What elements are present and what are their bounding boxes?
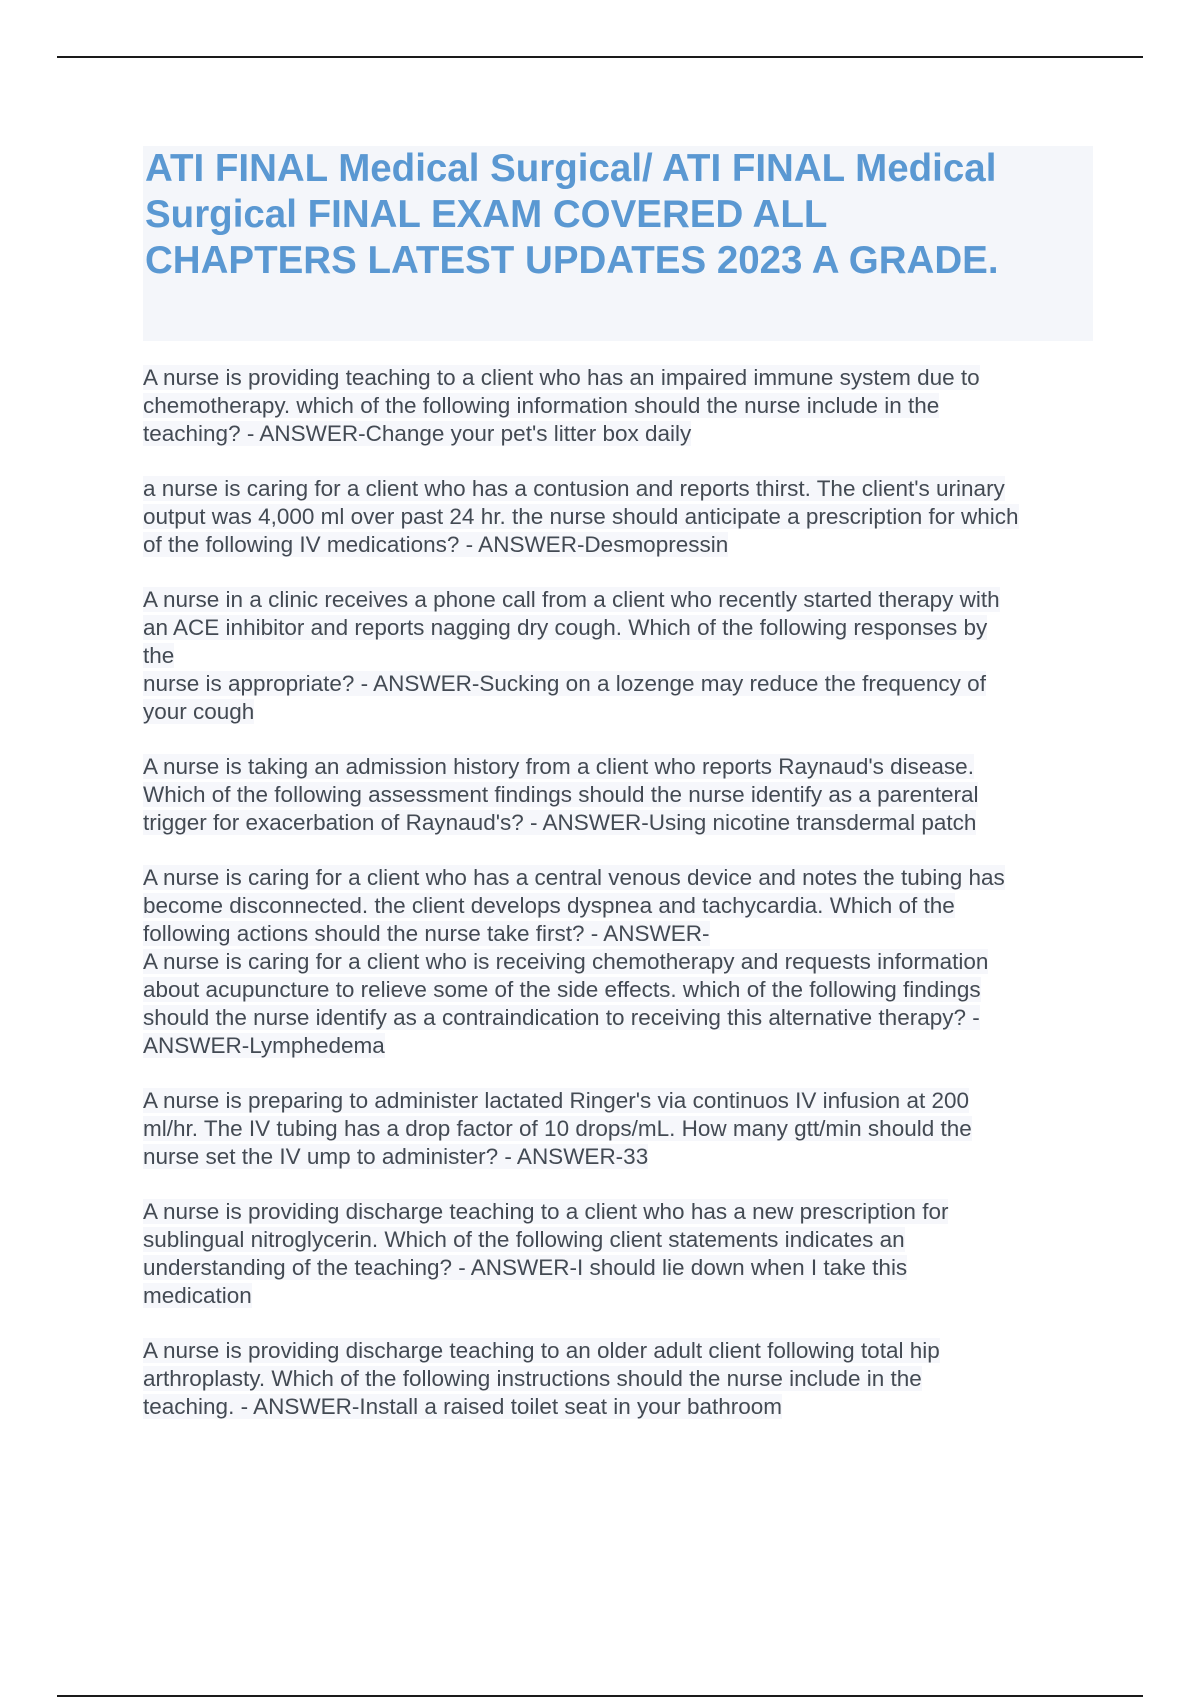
qa-item [143,753,1093,837]
title-block [143,146,1093,341]
qa-line: trigger for exacerbation of Raynaud's? - ANSWER-Using nicotine transdermal patch [143,810,977,835]
title-line: CHAPTERS LATEST UPDATES 2023 A GRADE. [145,239,999,282]
qa-line: A nurse is providing discharge teaching to an older adult client following total hip [143,1338,940,1363]
title-line: Surgical FINAL EXAM COVERED ALL [145,193,828,236]
qa-line: A nurse is caring for a client who has a central venous device and notes the tubing has [143,865,1005,890]
qa-line: Which of the following assessment findings should the nurse identify as a parenteral [143,782,979,807]
qa-line: become disconnected. the client develops dyspnea and tachycardia. Which of the [143,893,955,918]
qa-line: nurse is appropriate? - ANSWER-Sucking on a lozenge may reduce the frequency of [143,671,986,696]
qa-line: A nurse is providing discharge teaching to a client who has a new prescription for [143,1199,949,1224]
qa-line: A nurse in a clinic receives a phone call from a client who recently started therapy with [143,587,1000,612]
qa-line: A nurse is caring for a client who is receiving chemotherapy and requests information [143,949,989,974]
qa-line: output was 4,000 ml over past 24 hr. the nurse should anticipate a prescription for which [143,504,1019,529]
qa-line: teaching. - ANSWER-Install a raised toilet seat in your bathroom [143,1394,783,1419]
qa-list [143,364,1093,1421]
qa-line: chemotherapy. which of the following information should the nurse include in the [143,393,940,418]
document-body [143,146,1093,1421]
qa-line: about acupuncture to relieve some of the side effects. which of the following findings [143,977,981,1002]
qa-line: the [143,643,175,668]
qa-line: a nurse is caring for a client who has a contusion and reports thirst. The client's urinary [143,476,1005,501]
qa-line: arthroplasty. Which of the following instructions should the nurse include in the [143,1366,922,1391]
title-line: ATI FINAL Medical Surgical/ ATI FINAL Medical [145,147,997,190]
top-rule [57,56,1143,58]
qa-line: medication [143,1283,252,1308]
qa-item [143,475,1093,559]
qa-line: A nurse is preparing to administer lactated Ringer's via continuos IV infusion at 200 [143,1088,970,1113]
qa-line: of the following IV medications? - ANSWER-Desmopressin [143,532,729,557]
qa-line: A nurse is taking an admission history from a client who reports Raynaud's disease. [143,754,974,779]
qa-item [143,1087,1093,1171]
qa-line: should the nurse identify as a contraindication to receiving this alternative therapy? - [143,1005,980,1030]
qa-item [143,1337,1093,1421]
document-title [145,146,1085,284]
bottom-rule [57,1695,1143,1697]
qa-line: A nurse is providing teaching to a client who has an impaired immune system due to [143,365,980,390]
qa-line: your cough [143,699,255,724]
qa-item [143,864,1093,1060]
qa-line: following actions should the nurse take first? - ANSWER- [143,921,710,946]
qa-line: nurse set the IV ump to administer? - ANSWER-33 [143,1144,649,1169]
qa-item [143,364,1093,448]
qa-line: teaching? - ANSWER-Change your pet's litter box daily [143,421,692,446]
qa-line: understanding of the teaching? - ANSWER-I should lie down when I take this [143,1255,908,1280]
qa-line: ANSWER-Lymphedema [143,1033,385,1058]
qa-item [143,1198,1093,1310]
qa-item [143,586,1093,726]
qa-line: ml/hr. The IV tubing has a drop factor of 10 drops/mL. How many gtt/min should the [143,1116,972,1141]
qa-line: sublingual nitroglycerin. Which of the following client statements indicates an [143,1227,905,1252]
qa-line: an ACE inhibitor and reports nagging dry cough. Which of the following responses by [143,615,988,640]
